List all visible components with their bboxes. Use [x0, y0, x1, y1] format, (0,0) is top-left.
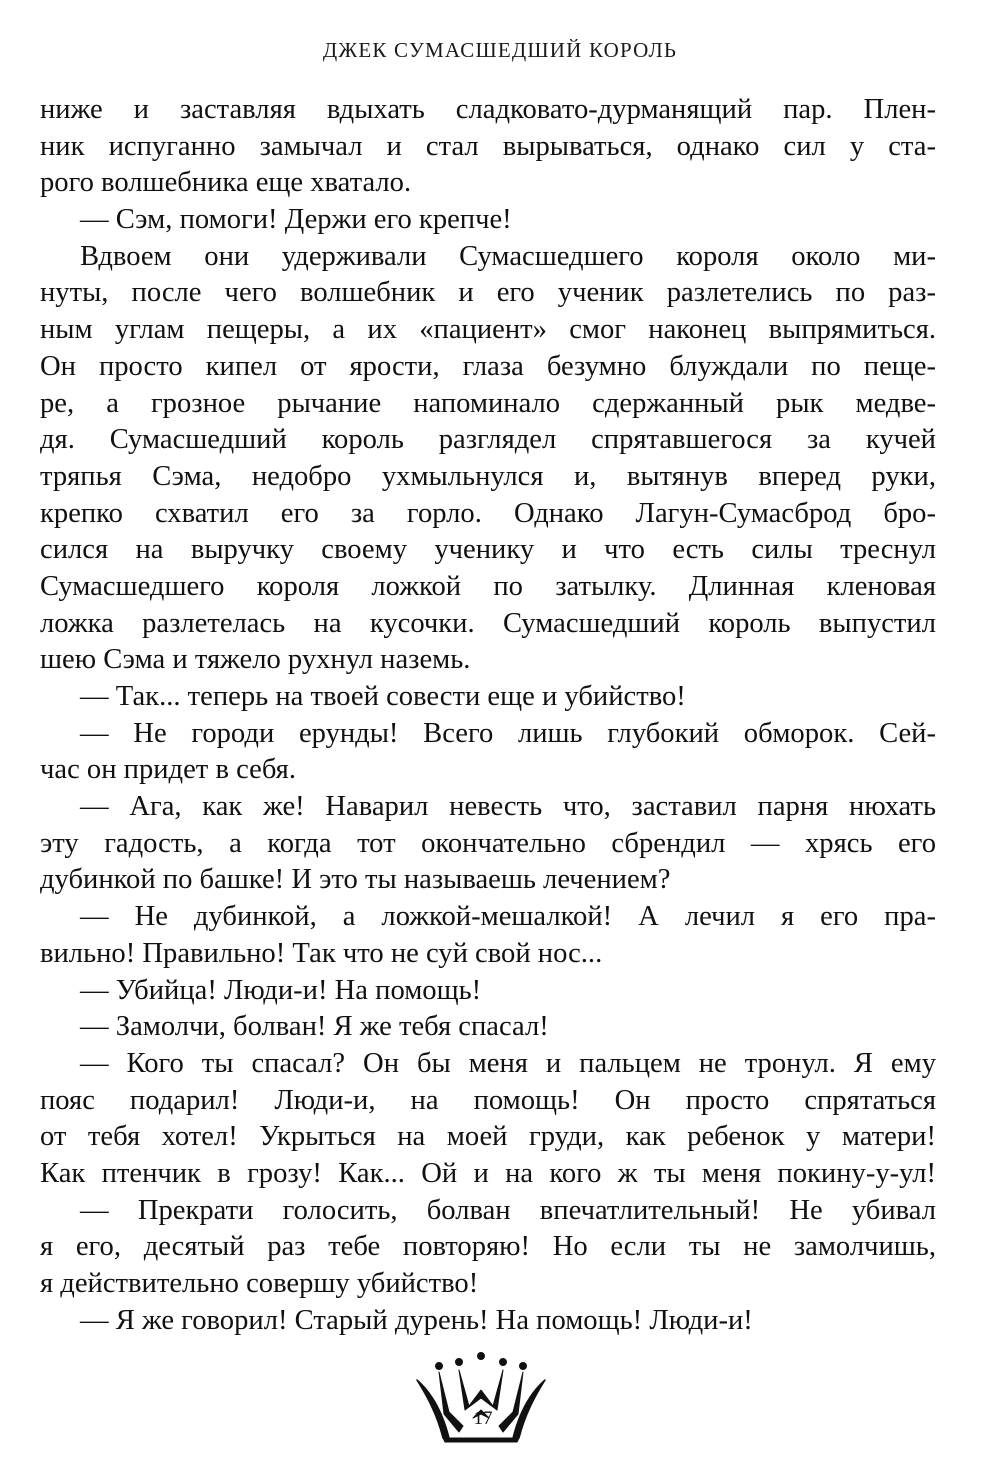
running-header: ДЖЕК СУМАСШЕДШИЙ КОРОЛЬ [322, 38, 678, 62]
text-line: — Кого ты спасал? Он бы меня и пальцем не тронул. Я ему [80, 1047, 936, 1079]
text-line: ник испуганно замычал и стал вырываться, однако сил у ста- [40, 130, 936, 162]
text-line: ложка разлетелась на кусочки. Сумасшедший король выпустил [40, 607, 936, 639]
text-line: рого волшебника еще хватало. [40, 167, 412, 199]
text-line: вильно! Правильно! Так что не суй свой нос... [40, 937, 603, 969]
text-line: — Не дубинкой, а ложкой-мешалкой! А лечил я его пра- [80, 901, 936, 933]
text-line: сился на выручку своему ученику и что есть силы треснул [40, 534, 936, 566]
text-line: шею Сэма и тяжело рухнул наземь. [40, 644, 471, 676]
crown-icon [413, 1352, 549, 1444]
text-line: — Не городи ерунды! Всего лишь глубокий обморок. Сей- [80, 717, 936, 749]
body-text [40, 92, 936, 1339]
text-line: — Ага, как же! Наварил невесть что, заставил парня нюхать [80, 791, 936, 823]
page-number: 17 [473, 1408, 493, 1429]
text-line: тряпья Сэма, недобро ухмыльнулся и, вытянув вперед руки, [40, 460, 936, 492]
text-line: Как птенчик в грозу! Как... Ой и на кого ж ты меня покину-у-ул! [40, 1157, 936, 1189]
text-line: Вдвоем они удерживали Сумасшедшего короля около ми- [80, 240, 936, 272]
text-line: — Замолчи, болван! Я же тебя спасал! [80, 1011, 549, 1043]
text-line: Он просто кипел от ярости, глаза безумно блуждали по пеще- [40, 350, 936, 382]
text-line: — Убийца! Люди-и! На помощь! [80, 974, 482, 1006]
text-line: час он придет в себя. [40, 754, 296, 786]
text-line: дя. Сумасшедший король разглядел спрятавшегося за кучей [40, 424, 936, 456]
text-line: — Я же говорил! Старый дурень! На помощь! Люди-и! [80, 1304, 753, 1336]
text-line: — Сэм, помоги! Держи его крепче! [80, 204, 512, 236]
text-line: эту гадость, а когда тот окончательно сбрендил — хрясь его [40, 827, 936, 859]
text-line: нуты, после чего волшебник и его ученик разлетелись по раз- [40, 277, 936, 309]
text-line: ниже и заставляя вдыхать сладковато-дурманящий пар. Плен- [40, 94, 936, 125]
text-line: крепко схватил его за горло. Однако Лагун-Сумасброд бро- [40, 497, 936, 529]
text-line: я действительно совершу убийство! [40, 1268, 479, 1299]
text-line: Сумасшедшего короля ложкой по затылку. Длинная кленовая [40, 570, 936, 602]
text-line: я его, десятый раз тебе повторяю! Но если ты не замолчишь, [40, 1231, 936, 1263]
text-line: ным углам пещеры, а их «пациент» смог наконец выпрямиться. [40, 314, 936, 346]
text-line: — Так... теперь на твоей совести еще и убийство! [80, 681, 686, 712]
text-line: дубинкой по башке! И это ты называешь лечением? [40, 864, 671, 896]
text-line: — Прекрати голосить, болван впечатлительный! Не убивал [80, 1194, 936, 1226]
text-line: от тебя хотел! Укрыться на моей груди, как ребенок у матери! [40, 1121, 936, 1153]
text-line: ре, а грозное рычание напоминало сдержанный рык медве- [40, 387, 936, 419]
text-line: пояс подарил! Люди-и, на помощь! Он просто спрятаться [40, 1084, 936, 1116]
